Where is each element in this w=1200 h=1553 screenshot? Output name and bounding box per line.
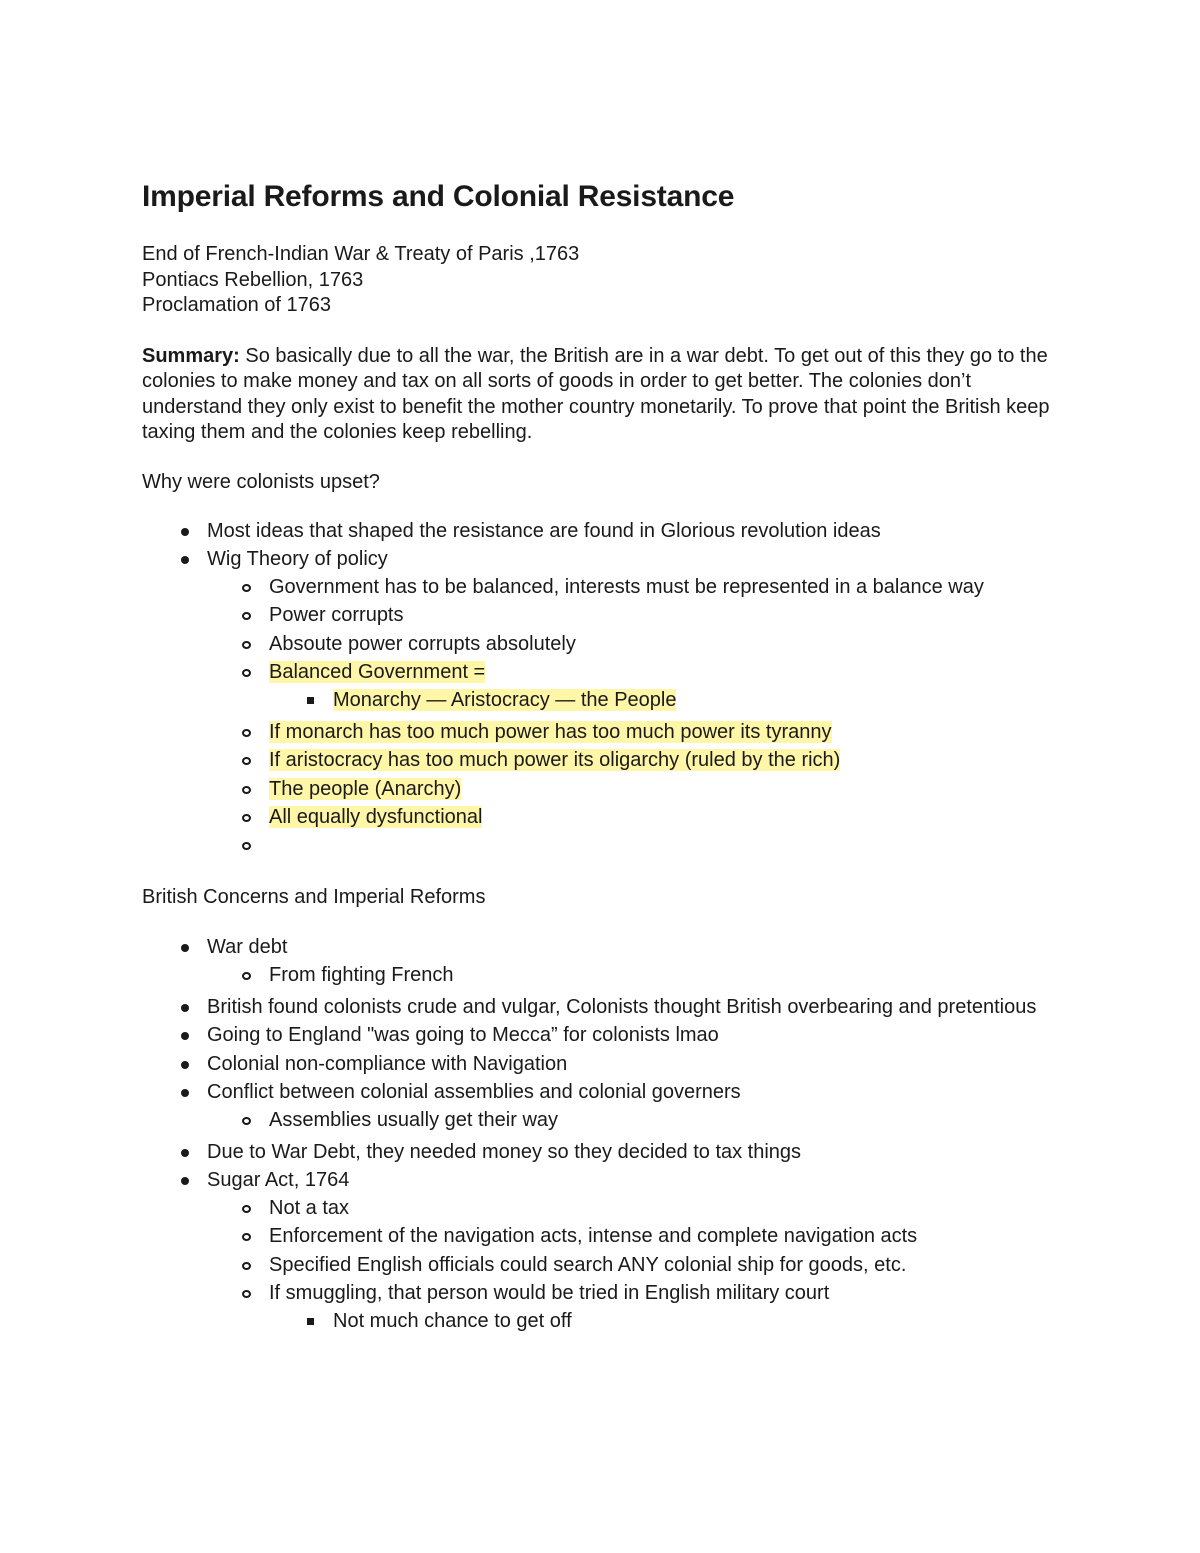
list-item [269,720,1062,748]
list-item: Assemblies usually get their way [269,1108,1062,1136]
british-concerns-list [207,935,1062,1346]
intro-line: Proclamation of 1763 [142,294,332,316]
section-heading-british-concerns: British Concerns and Imperial Reforms [142,886,486,909]
summary-paragraph [142,344,1062,446]
list-item [333,688,1062,716]
list-item: War debt From fighting French [207,935,1062,995]
list-item: Power corrupts [269,603,1062,631]
list-item: Wig Theory of policy Government has to be balanced, interests must be represented in a balance way Power corrupts Absoute power corrupts absolutely Balanced Government = Monarchy — Aristocracy — the People If monarch has too much power has too much power its tyranny If aristocracy has too much power its oligarchy (ruled by the rich) The people (Anarchy) All equally dysfunctional [207,547,1062,865]
list-item [269,748,1062,776]
list-item: Due to War Debt, they needed money so they decided to tax things [207,1140,1062,1168]
list-item: Most ideas that shaped the resistance are found in Glorious revolution ideas [207,519,1062,547]
list-item: Colonial non-compliance with Navigation [207,1052,1062,1080]
document-title: Imperial Reforms and Colonial Resistance [142,180,735,213]
intro-block [142,242,1062,319]
highlighted-text: If monarch has too much power has too much power its tyranny [269,721,832,744]
highlighted-text: If aristocracy has too much power its oligarchy (ruled by the rich) [269,749,841,772]
intro-line: End of French-Indian War & Treaty of Paris ,1763 [142,243,580,265]
highlighted-text: Monarchy — Aristocracy — the People [333,688,677,711]
list-item: Enforcement of the navigation acts, intense and complete navigation acts [269,1224,1062,1252]
wig-theory-sublist [269,575,1062,861]
list-item: Specified English officials could search ANY colonial ship for goods, etc. [269,1253,1062,1281]
list-item: Government has to be balanced, interests must be represented in a balance way [269,575,1062,603]
colonists-upset-list [207,519,1062,865]
list-item: Conflict between colonial assemblies and colonial governers Assemblies usually get their way [207,1080,1062,1140]
highlighted-text: All equally dysfunctional [269,805,483,828]
list-item: From fighting French [269,963,1062,991]
summary-text: So basically due to all the war, the British are in a war debt. To get out of this they go to the colonies to make money and tax on all sorts of goods in order to get better. The colonies don’t understand they only exist to benefit the mother country monetarily. To prove that point the British keep taxing them and the colonies keep rebelling. [142,344,1050,443]
list-item: British found colonists crude and vulgar, Colonists thought British overbearing and pretentious [207,995,1062,1023]
intro-line: Pontiacs Rebellion, 1763 [142,268,364,291]
section-heading-colonists-upset: Why were colonists upset? [142,470,380,493]
list-item: Absoute power corrupts absolutely [269,632,1062,660]
empty-list-item [269,833,1062,861]
sugar-act-sublist [269,1196,1062,1341]
list-item: Not a tax [269,1196,1062,1224]
smuggling-sublist [333,1309,1062,1337]
summary-label: Summary: [142,344,240,367]
list-item: Going to England "was going to Mecca” for colonists lmao [207,1023,1062,1051]
list-item: If smuggling, that person would be tried in English military court Not much chance to get off [269,1281,1062,1341]
list-item: Sugar Act, 1764 Not a tax Enforcement of the navigation acts, intense and complete navigation acts Specified English officials could search ANY colonial ship for goods, etc. If smuggling, that person would be tried in English military court Not much chance to get off [207,1168,1062,1345]
highlighted-text: The people (Anarchy) [269,777,462,800]
document-page [142,178,1062,1345]
assemblies-sublist [269,1108,1062,1136]
balanced-government-sublist [333,688,1062,716]
highlighted-text: Balanced Government = [269,660,486,683]
list-item [269,805,1062,833]
list-item [269,777,1062,805]
list-item [269,660,1062,720]
war-debt-sublist [269,963,1062,991]
list-item: Not much chance to get off [333,1309,1062,1337]
